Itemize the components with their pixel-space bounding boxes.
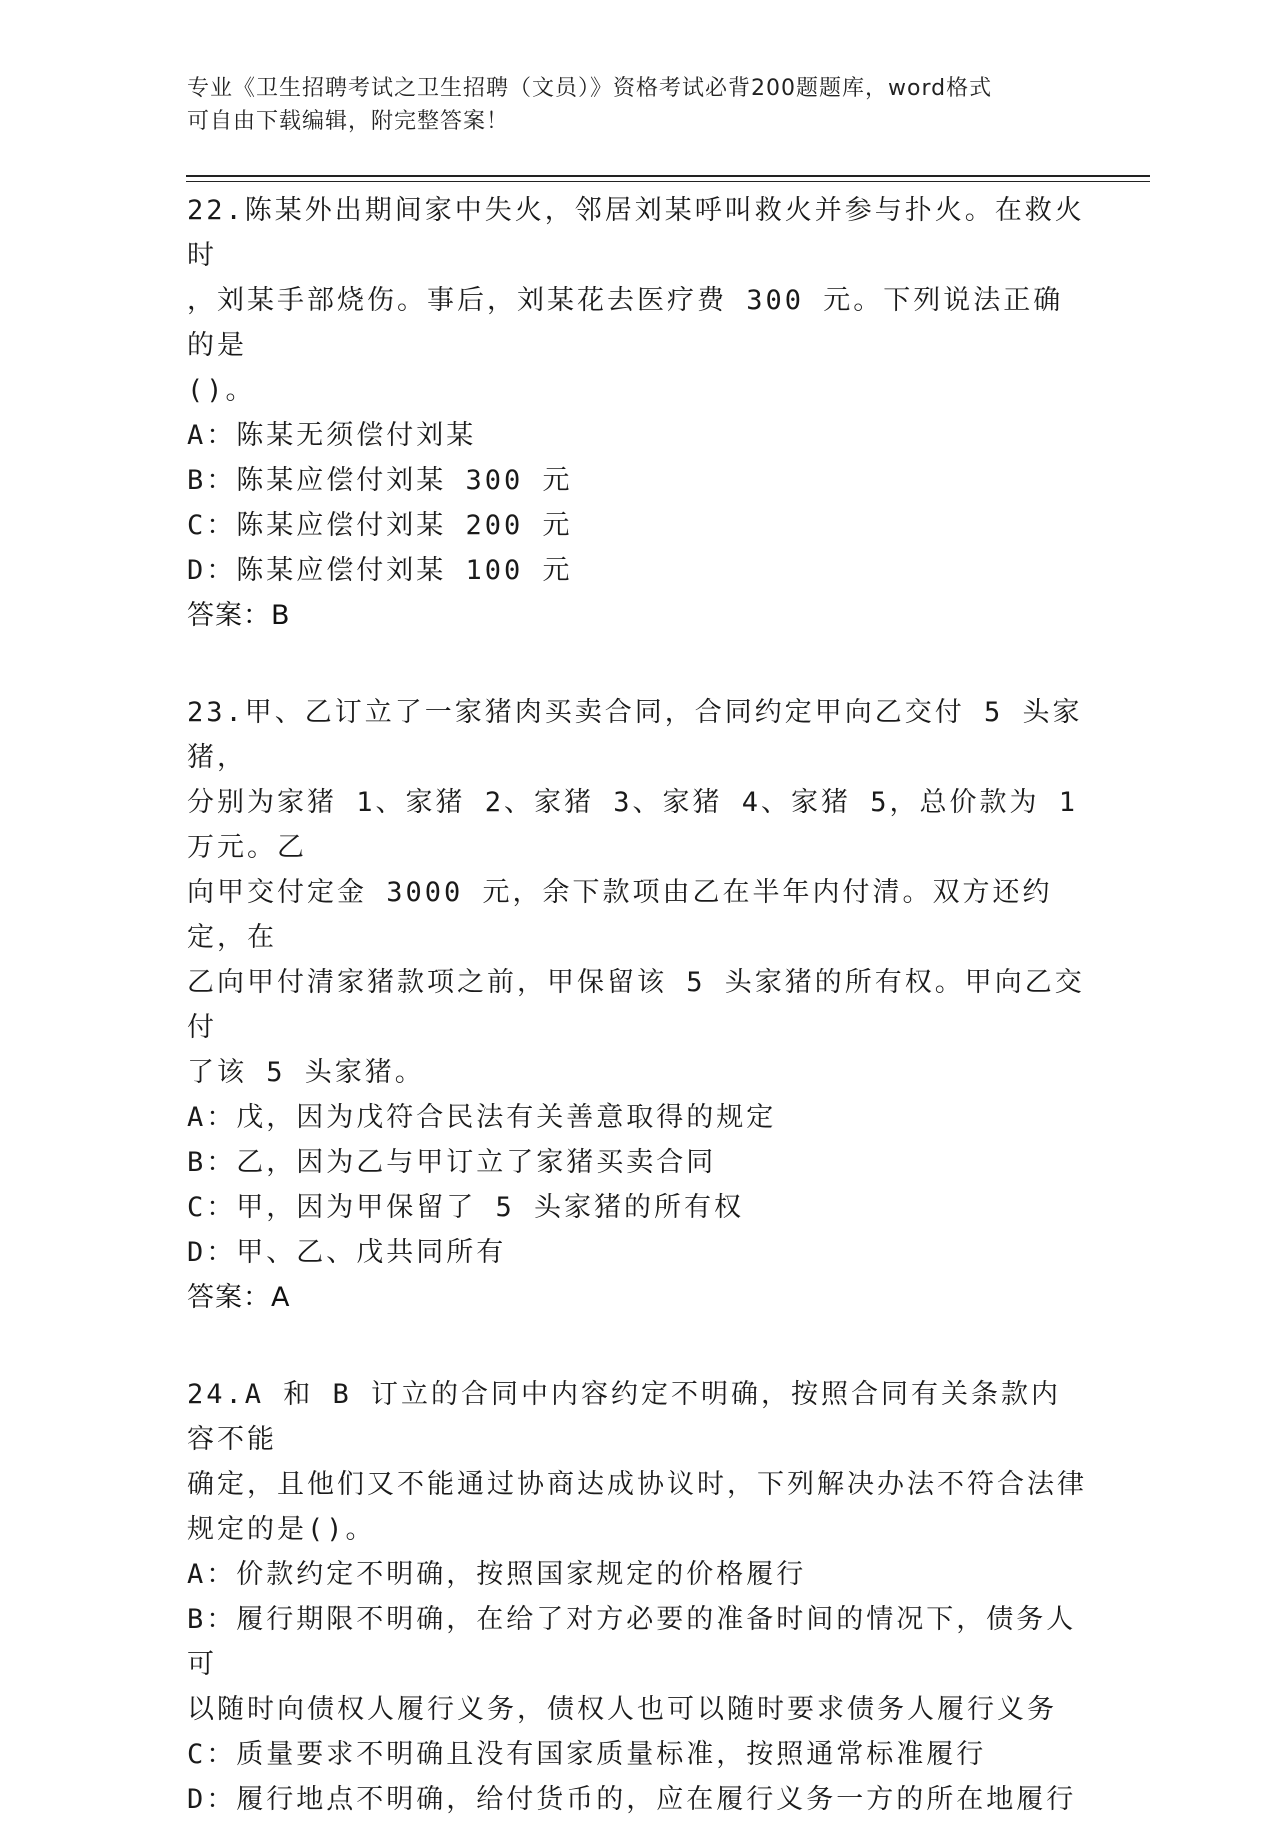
option-d: D：履行地点不明确，给付货币的，应在履行义务一方的所在地履行	[187, 1784, 1077, 1815]
option-b: B：履行期限不明确，在给了对方必要的准备时间的情况下，债务人可	[187, 1604, 1077, 1680]
header-divider-thick	[186, 175, 1150, 177]
question-spacer	[187, 1320, 1087, 1372]
question-24	[187, 1372, 1087, 1822]
question-stem-line: 24.A 和 B 订立的合同中内容约定不明确，按照合同有关条款内容不能	[187, 1379, 1062, 1455]
header-line-2: 可自由下载编辑，附完整答案！	[187, 109, 510, 134]
question-stem-line: ，刘某手部烧伤。事后，刘某花去医疗费 300 元。下列说法正确的是	[187, 285, 1064, 361]
answer-label: 答案：B	[187, 600, 291, 631]
option-d: D：甲、乙、戊共同所有	[187, 1237, 507, 1268]
question-23	[187, 690, 1087, 1320]
option-c: C：甲，因为甲保留了 5 头家猪的所有权	[187, 1192, 745, 1223]
option-b: B：陈某应偿付刘某 300 元	[187, 465, 573, 496]
option-d: D：陈某应偿付刘某 100 元	[187, 555, 573, 586]
option-c: C：陈某应偿付刘某 200 元	[187, 510, 573, 541]
question-22	[187, 188, 1087, 638]
question-spacer	[187, 638, 1087, 690]
question-stem-line: 规定的是()。	[187, 1514, 376, 1545]
question-stem-line: 乙向甲付清家猪款项之前，甲保留该 5 头家猪的所有权。甲向乙交付	[187, 967, 1085, 1043]
question-stem-line: 分别为家猪 1、家猪 2、家猪 3、家猪 4、家猪 5，总价款为 1 万元。乙	[187, 787, 1079, 863]
question-stem-line: 22.陈某外出期间家中失火，邻居刘某呼叫救火并参与扑火。在救火时	[187, 195, 1085, 271]
question-list	[187, 188, 1087, 1822]
answer-label: 答案：A	[187, 1282, 291, 1313]
option-b: B：乙，因为乙与甲订立了家猪买卖合同	[187, 1147, 717, 1178]
header-line-1: 专业《卫生招聘考试之卫生招聘（文员）》资格考试必背200题题库，word格式	[187, 76, 993, 101]
header-divider-thin	[186, 181, 1150, 182]
option-a: A：戊，因为戊符合民法有关善意取得的规定	[187, 1102, 777, 1133]
option-c: C：质量要求不明确且没有国家质量标准，按照通常标准履行	[187, 1739, 987, 1770]
question-stem-line: 了该 5 头家猪。	[187, 1057, 425, 1088]
question-stem-line: 确定，且他们又不能通过协商达成协议时，下列解决办法不符合法律	[187, 1469, 1087, 1500]
question-stem-line: ()。	[187, 375, 256, 406]
option-b-continued: 以随时向债权人履行义务，债权人也可以随时要求债务人履行义务	[187, 1694, 1057, 1725]
question-stem-line: 向甲交付定金 3000 元，余下款项由乙在半年内付清。双方还约定，在	[187, 877, 1053, 953]
document-header	[187, 72, 1067, 138]
option-a: A：价款约定不明确，按照国家规定的价格履行	[187, 1559, 807, 1590]
question-stem-line: 23.甲、乙订立了一家猪肉买卖合同，合同约定甲向乙交付 5 头家猪，	[187, 697, 1083, 773]
option-a: A：陈某无须偿付刘某	[187, 420, 477, 451]
